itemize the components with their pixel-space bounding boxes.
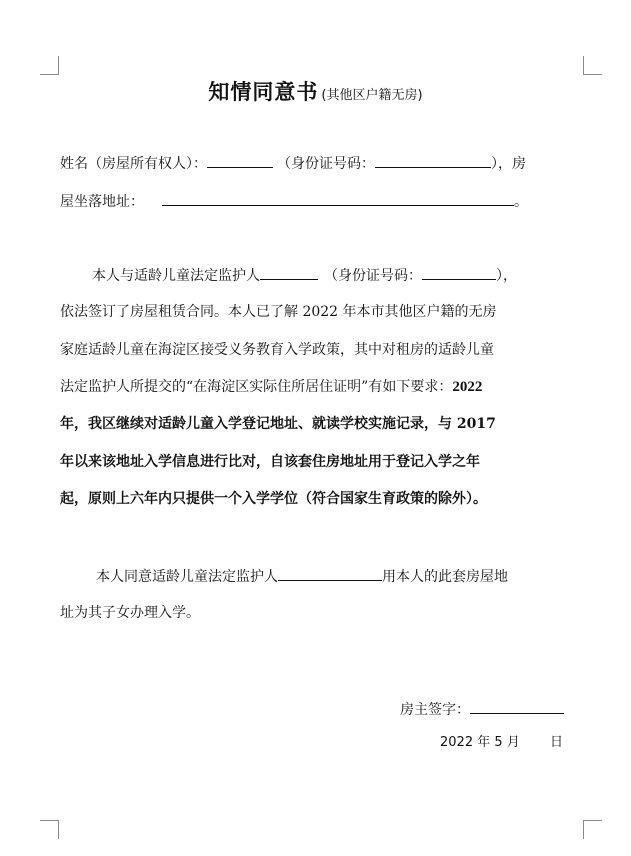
date-month-unit: 月 (506, 735, 520, 750)
crop-mark-bottom-right (583, 820, 602, 839)
para2-line-1 (96, 566, 508, 587)
guardian-id-field[interactable] (422, 265, 496, 280)
para1-l1-b: （身份证号码： (324, 268, 422, 284)
signature-label: 房主签字： (400, 702, 470, 718)
address-field[interactable] (162, 191, 514, 206)
document-title (0, 76, 631, 106)
title-main: 知情同意书 (208, 80, 319, 104)
guardian-name-field[interactable] (260, 265, 318, 280)
para1-line-7: 起，原则上六年内只提供一个入学学位（符合国家生育政策的除外）。 (60, 491, 487, 507)
para1-line-6: 年以来该地址入学信息进行比对，自该套住房地址用于登记入学之年 (60, 454, 480, 470)
para1-line-3: 家庭适龄儿童在海淀区接受义务教育入学政策，其中对租房的适龄儿童 (60, 342, 494, 358)
date-year-unit: 年 (477, 735, 491, 750)
para1-line-2: 依法签订了房屋租赁合同。本人已了解 2022 年本市其他区户籍的无房 (60, 304, 497, 320)
para1-l1-a: 本人与适龄儿童法定监护人 (92, 268, 260, 284)
owner-id-suffix: ），房 (491, 156, 526, 172)
para2-l1-b: 用本人的此套房屋地 (382, 569, 508, 585)
date-day-unit: 日 (549, 735, 563, 750)
guardian-name-field-2[interactable] (278, 566, 382, 581)
owner-name-label: 姓名（房屋所有权人）： (60, 156, 207, 172)
crop-mark-top-right (583, 56, 602, 75)
date-year: 2022 (440, 735, 474, 750)
address-label: 屋坐落地址： (60, 194, 144, 210)
owner-info-line-2 (60, 191, 528, 212)
owner-id-label: （身份证号码： (277, 156, 375, 172)
para1-l4-bold: 2022 (452, 379, 483, 395)
signature-field[interactable] (470, 699, 564, 714)
owner-id-field[interactable] (375, 153, 491, 168)
para1-l4-normal: 法定监护人所提交的“在海淀区实际住所居住证明”有如下要求： (60, 379, 453, 395)
crop-mark-top-left (40, 56, 59, 75)
para2-l1-a: 本人同意适龄儿童法定监护人 (96, 569, 278, 585)
para2-line-2: 址为其子女办理入学。 (60, 605, 200, 621)
title-subtitle: (其他区户籍无房) (321, 88, 423, 103)
date-line (440, 733, 563, 753)
para1-line-1 (92, 265, 517, 286)
owner-name-field[interactable] (207, 153, 273, 168)
crop-mark-bottom-left (40, 820, 59, 839)
date-month: 5 (494, 735, 503, 750)
para1-line-4 (60, 377, 482, 397)
owner-info-line-1 (60, 153, 526, 174)
address-end: 。 (514, 194, 528, 210)
para1-line-5: 年，我区继续对适龄儿童入学登记地址、就读学校实施记录，与 2017 (60, 416, 496, 432)
signature-line (400, 699, 564, 720)
para1-l1-c: ）， (496, 268, 517, 284)
